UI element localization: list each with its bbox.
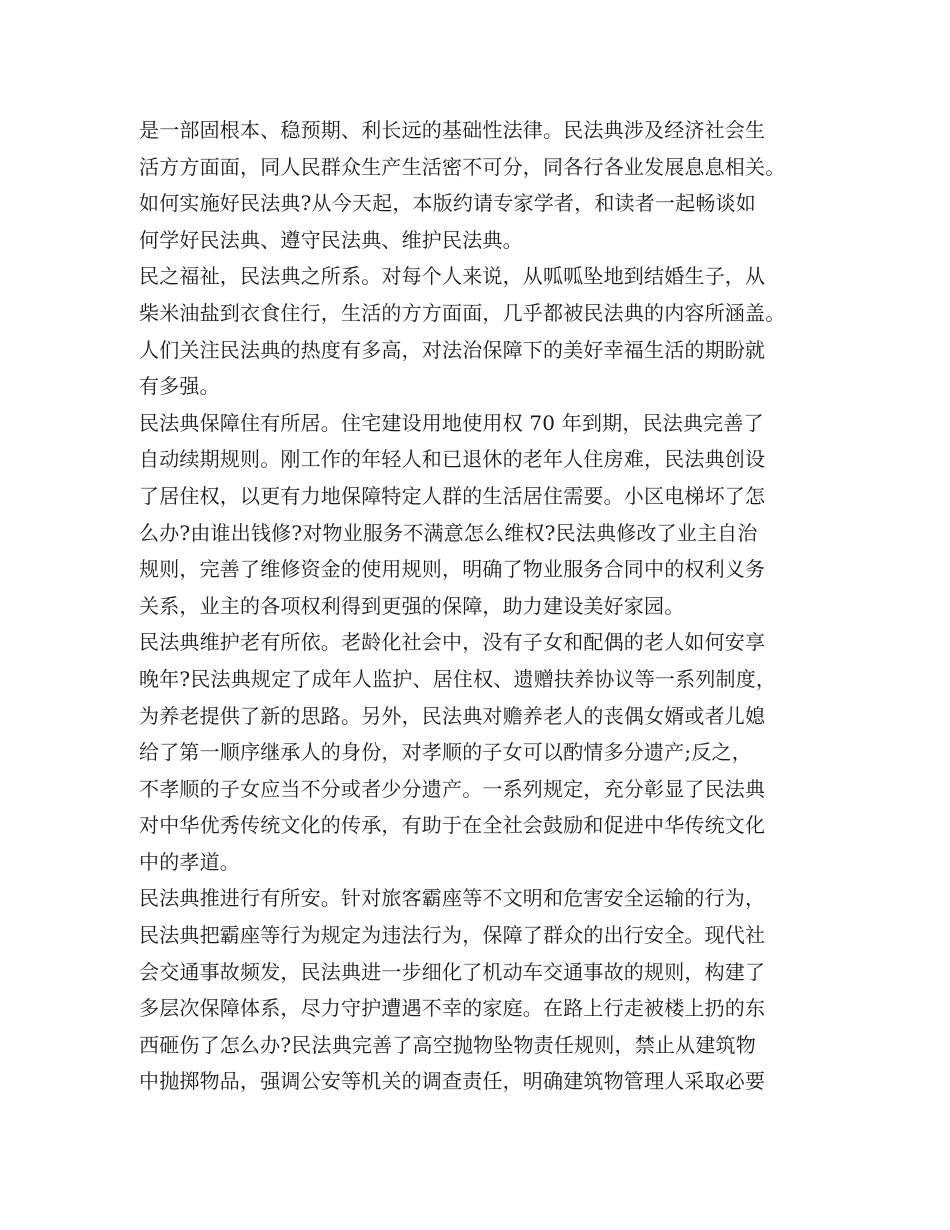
text-line: 何学好民法典、遵守民法典、维护民法典。 [139,227,523,252]
text-line: 规则，完善了维修资金的使用规则，明确了物业服务合同中的权利义务 [139,557,766,582]
text-line: 为养老提供了新的思路。另外，民法典对赡养老人的丧偶女婿或者儿媳 [139,703,766,728]
body-text [139,112,829,1100]
text-line: 民法典维护老有所依。老龄化社会中，没有子女和配偶的老人如何安享 [139,630,766,655]
text-line: 了居住权，以更有力地保障特定人群的生活居住需要。小区电梯坏了怎 [139,483,766,508]
text-line: 不孝顺的子女应当不分或者少分遗产。一系列规定，充分彰显了民法典 [139,776,766,801]
text-line: 是一部固根本、稳预期、利长远的基础性法律。民法典涉及经济社会生 [139,118,766,142]
text-line: 民法典推进行有所安。针对旅客霸座等不文明和危害安全运输的行为， [139,886,766,911]
text-line: 晚年?民法典规定了成年人监护、居住权、遗赠扶养协议等一系列制度， [139,666,777,691]
text-line: 有多强。 [139,374,220,399]
text-line: 会交通事故频发，民法典进一步细化了机动车交通事故的规则，构建了 [139,959,766,984]
text-line: 民之福祉，民法典之所系。对每个人来说，从呱呱坠地到结婚生子，从 [139,264,766,289]
text-line: 民法典把霸座等行为规定为违法行为，保障了群众的出行安全。现代社 [139,923,766,948]
text-line: 关系，业主的各项权利得到更强的保障，助力建设美好家园。 [139,593,685,618]
text-line: 民法典保障住有所居。住宅建设用地使用权 70 年到期，民法典完善了 [139,410,764,435]
text-line: 人们关注民法典的热度有多高，对法治保障下的美好幸福生活的期盼就 [139,337,766,362]
text-line: 给了第一顺序继承人的身份，对孝顺的子女可以酌情多分遗产;反之， [139,740,752,765]
text-line: 中的孝道。 [139,849,240,874]
text-line: 自动续期规则。刚工作的年轻人和已退休的老年人住房难，民法典创设 [139,447,766,472]
text-line: 西砸伤了怎么办?民法典完善了高空抛物坠物责任规则，禁止从建筑物 [139,1032,756,1057]
text-line: 么办?由谁出钱修?对物业服务不满意怎么维权?民法典修改了业主自治 [139,520,758,545]
text-line: 活方方面面，同人民群众生产生活密不可分，同各行各业发展息息相关。 [139,154,786,179]
text-line: 多层次保障体系，尽力守护遭遇不幸的家庭。在路上行走被楼上扔的东 [139,996,766,1021]
text-line: 中抛掷物品，强调公安等机关的调查责任，明确建筑物管理人采取必要 [139,1069,766,1094]
text-line: 如何实施好民法典?从今天起，本版约请专家学者，和读者一起畅谈如 [139,191,756,216]
text-line: 柴米油盐到衣食住行，生活的方方面面，几乎都被民法典的内容所涵盖。 [139,300,786,325]
text-line: 对中华优秀传统文化的传承，有助于在全社会鼓励和促进中华传统文化 [139,813,766,838]
